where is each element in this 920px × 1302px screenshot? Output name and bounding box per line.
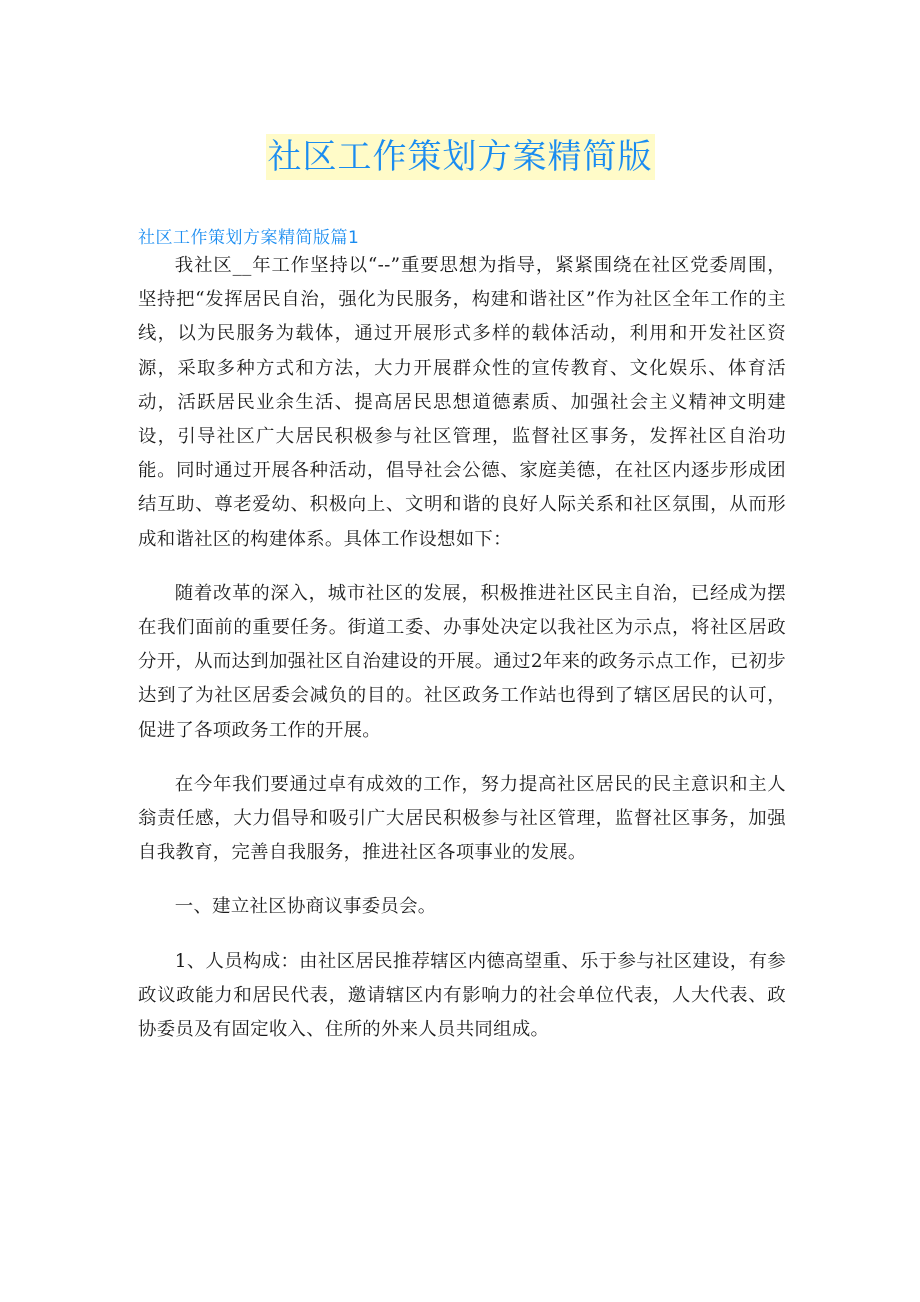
paragraph-goals: 在今年我们要通过卓有成效的工作，努力提高社区居民的民主意识和主人翁责任感，大力倡导和吸引广大居民积极参与社区管理，监督社区事务，加强自我教育，完善自我服务，推进社区各项事业的发展。 [138,773,786,864]
document-title: 社区工作策划方案精简版 [266,134,655,180]
section-heading: 社区工作策划方案精简版篇1 [138,228,360,248]
paragraph-reform: 随着改革的深入，城市社区的发展，积极推进社区民主自治，已经成为摆在我们面前的重要任务。街道工委、办事处决定以我社区为示点，将社区居政分开，从而达到加强社区自治建设的开展。通过2年来的政务示点工作，已初步达到了为社区居委会减负的目的。社区政务工作站也得到了辖区居民的认可，促进了各项政务工作的开展。 [138,582,786,741]
paragraph-intro: 我社区__年工作坚持以“--”重要思想为指导，紧紧围绕在社区党委周围，坚持把“发挥居民自治，强化为民服务，构建和谐社区”作为社区全年工作的主线，以为民服务为载体，通过开展形式多样的载体活动，利用和开发社区资源，采取多种方式和方法，大力开展群众性的宣传教育、文化娱乐、体育活动，活跃居民业余生活、提高居民思想道德素质、加强社会主义精神文明建设，引导社区广大居民积极参与社区管理，监督社区事务，发挥社区自治功能。同时通过开展各种活动，倡导社会公德、家庭美德，在社区内逐步形成团结互助、尊老爱幼、积极向上、文明和谐的良好人际关系和社区氛围，从而形成和谐社区的构建体系。具体工作设想如下： [138,255,786,550]
document-body [138,249,786,1067]
paragraph-item-heading: 一、建立社区协商议事委员会。 [174,896,437,918]
paragraph-member-composition: 1、人员构成：由社区居民推荐辖区内德高望重、乐于参与社区建设，有参政议政能力和居民代表，邀请辖区内有影响力的社会单位代表，人大代表、政协委员及有固定收入、住所的外来人员共同组成。 [138,950,786,1041]
title-container [0,134,920,180]
